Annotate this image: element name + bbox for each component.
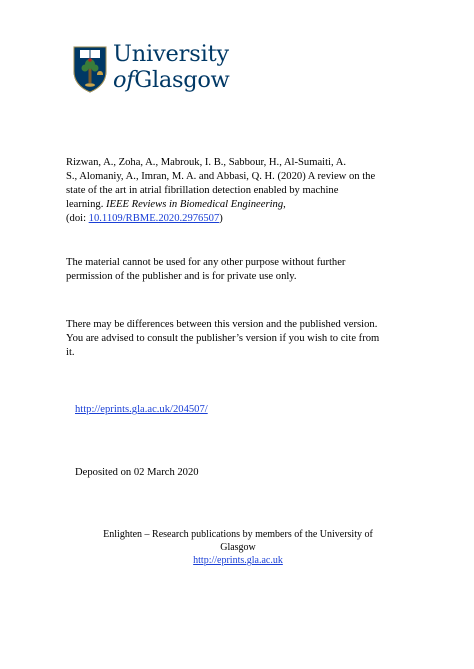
logo-line-university: University (113, 41, 229, 67)
citation-comma: , (283, 199, 286, 210)
logo-line-of-glasgow (113, 66, 230, 93)
version-note (66, 318, 416, 360)
version-note-line-2: You are advised to consult the publisher’s version if you wish to cite from (66, 333, 380, 344)
version-note-line-3: it. (66, 347, 75, 358)
university-of-glasgow-logo (73, 41, 230, 103)
doi-prefix: (doi: (66, 213, 89, 224)
footer-eprints-link[interactable]: http://eprints.gla.ac.uk (193, 555, 283, 566)
notice-line-2: permission of the publisher and is for private use only. (66, 271, 297, 282)
doi-link[interactable]: 10.1109/RBME.2020.2976507 (88, 213, 220, 224)
footer-line-2: Glasgow (220, 542, 256, 553)
logo-word-glasgow: Glasgow (134, 66, 230, 93)
citation-line-2: S., Alomaniy, A., Imran, M. A. and Abbasi, Q. H. (2020) A review on the (66, 171, 376, 182)
eprint-link[interactable]: http://eprints.gla.ac.uk/204507/ (75, 404, 208, 415)
citation-line-1: Rizwan, A., Zoha, A., Mabrouk, I. B., Sabbour, H., Al-Sumaiti, A. (66, 157, 346, 168)
citation-doi-line (66, 212, 418, 226)
version-note-line-1: There may be differences between this version and the published version. (66, 319, 378, 330)
notice-line-1: The material cannot be used for any other purpose without further (66, 257, 346, 268)
logo-wordmark (113, 43, 230, 91)
journal-title: IEEE Reviews in Biomedical Engineering (106, 199, 284, 210)
footer (60, 528, 416, 567)
deposited-date: Deposited on 02 March 2020 (75, 467, 199, 478)
crest-icon (73, 45, 107, 93)
usage-notice (66, 256, 406, 284)
footer-line-1: Enlighten – Research publications by members of the University of (103, 529, 373, 540)
citation-learning-text: learning. (66, 199, 107, 210)
logo-word-of: of (113, 66, 135, 93)
citation (66, 156, 418, 226)
citation-line-3: state of the art in atrial fibrillation detection enabled by machine (66, 185, 339, 196)
doi-suffix: ) (219, 213, 223, 224)
citation-line-4 (66, 198, 418, 212)
